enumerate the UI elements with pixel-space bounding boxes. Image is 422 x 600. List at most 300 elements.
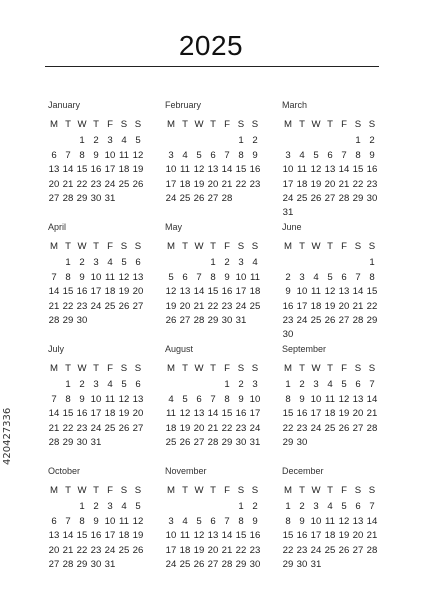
- day-number: 27: [352, 422, 364, 434]
- empty-cell: [165, 500, 177, 514]
- day-number: 19: [193, 178, 205, 190]
- day-number: 1: [369, 257, 375, 269]
- weekday-label: S: [120, 363, 128, 374]
- day-number: 22: [76, 544, 88, 556]
- empty-cell: [282, 134, 294, 148]
- day-number: 23: [249, 178, 261, 190]
- empty-cell: [296, 134, 308, 148]
- day-number: 9: [252, 515, 258, 527]
- day-number: 12: [118, 271, 130, 283]
- day-number: 26: [338, 544, 350, 556]
- day-number: 20: [48, 178, 60, 190]
- empty-cell: [179, 500, 191, 514]
- day-number: 25: [104, 300, 116, 312]
- day-number: 21: [221, 544, 233, 556]
- day-number: 12: [193, 530, 205, 542]
- weekday-label: S: [120, 485, 128, 496]
- day-number: 10: [310, 393, 322, 405]
- empty-cell: [207, 378, 219, 392]
- day-number: 11: [105, 271, 115, 283]
- day-grid: [282, 362, 378, 450]
- day-number: 18: [118, 164, 130, 176]
- day-number: 25: [296, 192, 308, 204]
- day-number: 20: [207, 544, 219, 556]
- day-number: 17: [104, 164, 116, 176]
- weekday-label: T: [210, 241, 216, 252]
- weekday-label: T: [327, 241, 333, 252]
- day-number: 19: [118, 408, 130, 420]
- day-number: 20: [179, 300, 191, 312]
- day-number: 13: [48, 530, 60, 542]
- day-number: 24: [165, 192, 177, 204]
- day-number: 17: [296, 300, 308, 312]
- month-block-june: [282, 220, 378, 342]
- day-number: 17: [310, 530, 322, 542]
- empty-cell: [193, 378, 205, 392]
- weekday-label: F: [224, 241, 230, 252]
- day-number: 4: [313, 271, 319, 283]
- weekday-label: S: [251, 119, 259, 130]
- day-number: 2: [93, 501, 99, 513]
- day-grid: [48, 484, 144, 572]
- day-number: 6: [51, 149, 57, 161]
- day-number: 19: [132, 530, 144, 542]
- day-number: 9: [299, 393, 305, 405]
- day-number: 22: [207, 300, 219, 312]
- day-number: 6: [210, 515, 216, 527]
- day-number: 16: [235, 408, 247, 420]
- weekday-label: W: [194, 485, 204, 496]
- weekday-label: M: [167, 363, 175, 374]
- day-number: 30: [235, 436, 247, 448]
- day-grid: [48, 240, 144, 328]
- day-number: 19: [338, 408, 350, 420]
- weekday-label: T: [65, 363, 71, 374]
- day-number: 9: [238, 393, 244, 405]
- day-number: 23: [90, 178, 102, 190]
- day-number: 29: [352, 192, 364, 204]
- day-number: 1: [224, 379, 230, 391]
- day-number: 17: [165, 544, 177, 556]
- weekday-label: T: [182, 485, 188, 496]
- day-number: 24: [310, 544, 322, 556]
- day-number: 2: [79, 379, 85, 391]
- weekday-label: F: [224, 119, 230, 130]
- weekday-label: T: [327, 485, 333, 496]
- day-number: 14: [221, 164, 233, 176]
- weekday-label: W: [77, 241, 87, 252]
- day-number: 19: [193, 544, 205, 556]
- day-number: 28: [352, 314, 364, 326]
- title-divider: [45, 66, 379, 67]
- weekday-label: W: [311, 485, 321, 496]
- day-number: 25: [310, 314, 322, 326]
- day-number: 28: [366, 422, 378, 434]
- day-number: 30: [76, 314, 88, 326]
- day-number: 12: [338, 393, 350, 405]
- day-number: 1: [65, 379, 71, 391]
- day-number: 16: [90, 530, 102, 542]
- day-number: 3: [299, 271, 305, 283]
- day-number: 3: [285, 149, 291, 161]
- day-number: 8: [355, 149, 361, 161]
- day-number: 18: [296, 178, 308, 190]
- day-number: 5: [121, 257, 127, 269]
- day-number: 8: [79, 515, 85, 527]
- weekday-label: S: [354, 363, 362, 374]
- day-number: 6: [341, 271, 347, 283]
- day-number: 18: [310, 300, 322, 312]
- empty-cell: [310, 134, 322, 148]
- day-number: 22: [221, 422, 233, 434]
- weekday-label: S: [120, 119, 128, 130]
- day-number: 13: [48, 164, 60, 176]
- day-number: 7: [65, 149, 71, 161]
- weekday-label: W: [194, 119, 204, 130]
- day-number: 24: [310, 422, 322, 434]
- day-number: 4: [299, 149, 305, 161]
- day-number: 4: [327, 379, 333, 391]
- day-number: 19: [338, 530, 350, 542]
- day-number: 8: [224, 393, 230, 405]
- day-number: 7: [51, 393, 57, 405]
- month-block-december: [282, 464, 378, 586]
- day-number: 2: [369, 135, 375, 147]
- month-name: July: [48, 344, 65, 354]
- day-number: 4: [252, 257, 258, 269]
- day-number: 14: [366, 515, 378, 527]
- day-number: 19: [132, 164, 144, 176]
- day-number: 11: [250, 271, 260, 283]
- day-number: 24: [104, 178, 116, 190]
- weekday-label: T: [210, 485, 216, 496]
- day-number: 7: [369, 501, 375, 513]
- day-number: 29: [366, 314, 378, 326]
- weekday-label: T: [299, 119, 305, 130]
- weekday-label: W: [311, 363, 321, 374]
- day-number: 15: [235, 164, 247, 176]
- day-number: 24: [235, 300, 247, 312]
- day-number: 28: [221, 192, 233, 204]
- day-number: 23: [282, 314, 294, 326]
- day-number: 3: [168, 149, 174, 161]
- day-number: 19: [165, 300, 177, 312]
- empty-cell: [165, 134, 177, 148]
- day-number: 23: [366, 178, 378, 190]
- day-number: 15: [76, 530, 88, 542]
- day-number: 28: [221, 558, 233, 570]
- empty-cell: [338, 256, 350, 270]
- weekday-label: M: [284, 241, 292, 252]
- empty-cell: [221, 134, 233, 148]
- day-number: 3: [313, 379, 319, 391]
- day-number: 3: [238, 257, 244, 269]
- weekday-label: W: [77, 485, 87, 496]
- day-grid: [282, 118, 378, 221]
- weekday-label: T: [299, 485, 305, 496]
- day-number: 14: [62, 164, 74, 176]
- day-number: 5: [313, 149, 319, 161]
- day-number: 16: [249, 530, 261, 542]
- day-number: 22: [282, 544, 294, 556]
- day-number: 25: [165, 436, 177, 448]
- day-number: 3: [93, 257, 99, 269]
- day-number: 12: [165, 286, 177, 298]
- day-number: 5: [121, 379, 127, 391]
- day-number: 26: [118, 300, 130, 312]
- day-number: 15: [62, 286, 74, 298]
- weekday-label: F: [107, 119, 113, 130]
- day-number: 15: [62, 408, 74, 420]
- day-number: 25: [118, 544, 130, 556]
- empty-cell: [296, 256, 308, 270]
- day-number: 8: [369, 271, 375, 283]
- day-number: 31: [249, 436, 261, 448]
- day-number: 22: [235, 178, 247, 190]
- weekday-label: S: [134, 119, 142, 130]
- day-number: 22: [352, 178, 364, 190]
- day-grid: [48, 118, 144, 206]
- weekday-label: S: [134, 241, 142, 252]
- day-number: 20: [207, 178, 219, 190]
- day-number: 16: [76, 286, 88, 298]
- day-number: 16: [90, 164, 102, 176]
- day-number: 28: [48, 314, 60, 326]
- day-number: 7: [369, 379, 375, 391]
- day-number: 15: [352, 164, 364, 176]
- day-number: 28: [62, 192, 74, 204]
- day-number: 25: [179, 192, 191, 204]
- month-block-february: [165, 98, 261, 220]
- day-number: 26: [132, 178, 144, 190]
- day-number: 1: [210, 257, 216, 269]
- day-number: 20: [352, 408, 364, 420]
- day-number: 30: [90, 192, 102, 204]
- day-number: 4: [121, 135, 127, 147]
- empty-cell: [48, 134, 60, 148]
- day-number: 23: [296, 422, 308, 434]
- day-number: 13: [179, 286, 191, 298]
- month-block-april: [48, 220, 144, 342]
- weekday-label: M: [50, 485, 58, 496]
- weekday-label: T: [93, 241, 99, 252]
- day-grid: [48, 362, 144, 450]
- day-number: 18: [179, 544, 191, 556]
- weekday-label: S: [251, 241, 259, 252]
- day-number: 27: [324, 192, 336, 204]
- empty-cell: [48, 256, 60, 270]
- day-number: 19: [118, 286, 130, 298]
- month-block-march: [282, 98, 378, 220]
- day-number: 17: [249, 408, 261, 420]
- day-number: 13: [324, 164, 336, 176]
- day-number: 28: [62, 558, 74, 570]
- day-number: 15: [282, 408, 294, 420]
- day-number: 12: [179, 408, 191, 420]
- weekday-label: S: [368, 485, 376, 496]
- day-number: 27: [48, 558, 60, 570]
- weekday-label: T: [210, 119, 216, 130]
- day-number: 14: [366, 393, 378, 405]
- day-number: 4: [182, 515, 188, 527]
- day-number: 24: [90, 422, 102, 434]
- empty-cell: [310, 256, 322, 270]
- day-number: 27: [132, 300, 144, 312]
- day-number: 1: [238, 501, 244, 513]
- day-number: 27: [179, 314, 191, 326]
- day-number: 26: [310, 192, 322, 204]
- day-number: 1: [79, 135, 85, 147]
- day-number: 23: [76, 422, 88, 434]
- weekday-label: T: [299, 363, 305, 374]
- day-number: 14: [193, 286, 205, 298]
- day-number: 9: [252, 149, 258, 161]
- day-number: 19: [324, 300, 336, 312]
- day-number: 21: [338, 178, 350, 190]
- day-number: 26: [338, 422, 350, 434]
- day-number: 11: [105, 393, 115, 405]
- day-number: 4: [121, 501, 127, 513]
- day-number: 4: [182, 149, 188, 161]
- weekday-label: S: [120, 241, 128, 252]
- weekday-label: M: [284, 485, 292, 496]
- day-number: 17: [165, 178, 177, 190]
- weekday-label: M: [284, 363, 292, 374]
- day-number: 24: [104, 544, 116, 556]
- weekday-label: T: [327, 363, 333, 374]
- day-number: 6: [51, 515, 57, 527]
- day-number: 10: [104, 515, 116, 527]
- day-number: 21: [48, 422, 60, 434]
- day-number: 21: [366, 408, 378, 420]
- day-number: 2: [299, 501, 305, 513]
- weekday-label: M: [50, 363, 58, 374]
- day-number: 15: [221, 408, 233, 420]
- weekday-label: T: [93, 363, 99, 374]
- day-number: 28: [338, 192, 350, 204]
- day-number: 7: [224, 515, 230, 527]
- day-number: 31: [104, 192, 116, 204]
- weekday-label: T: [65, 241, 71, 252]
- day-number: 23: [296, 544, 308, 556]
- month-name: June: [282, 222, 302, 232]
- weekday-label: M: [167, 241, 175, 252]
- weekday-label: F: [341, 485, 347, 496]
- day-number: 10: [249, 393, 261, 405]
- weekday-label: T: [327, 119, 333, 130]
- day-number: 2: [238, 379, 244, 391]
- day-number: 16: [221, 286, 233, 298]
- weekday-label: S: [354, 485, 362, 496]
- month-name: October: [48, 466, 81, 476]
- day-number: 22: [366, 300, 378, 312]
- day-number: 24: [296, 314, 308, 326]
- weekday-label: T: [182, 363, 188, 374]
- day-number: 18: [104, 286, 116, 298]
- day-number: 31: [104, 558, 116, 570]
- day-number: 14: [352, 286, 364, 298]
- day-number: 3: [252, 379, 258, 391]
- day-number: 11: [180, 164, 190, 176]
- day-number: 16: [249, 164, 261, 176]
- empty-cell: [62, 134, 74, 148]
- empty-cell: [62, 500, 74, 514]
- day-number: 4: [168, 393, 174, 405]
- day-number: 6: [355, 501, 361, 513]
- day-number: 8: [210, 271, 216, 283]
- day-number: 29: [76, 558, 88, 570]
- day-number: 10: [310, 515, 322, 527]
- empty-cell: [324, 134, 336, 148]
- day-number: 11: [297, 164, 307, 176]
- day-number: 27: [193, 436, 205, 448]
- day-grid: [165, 362, 261, 450]
- weekday-label: W: [311, 241, 321, 252]
- day-grid: [282, 484, 378, 572]
- weekday-label: S: [251, 485, 259, 496]
- day-number: 14: [62, 530, 74, 542]
- day-number: 26: [324, 314, 336, 326]
- month-name: March: [282, 100, 308, 110]
- day-number: 23: [249, 544, 261, 556]
- day-number: 13: [338, 286, 350, 298]
- weekday-label: W: [194, 241, 204, 252]
- day-number: 8: [285, 393, 291, 405]
- month-block-september: [282, 342, 378, 464]
- weekday-label: S: [237, 241, 245, 252]
- month-name: February: [165, 100, 202, 110]
- day-number: 12: [118, 393, 130, 405]
- weekday-label: S: [251, 363, 259, 374]
- weekday-label: S: [368, 119, 376, 130]
- day-number: 1: [79, 501, 85, 513]
- weekday-label: S: [368, 363, 376, 374]
- day-number: 10: [165, 164, 177, 176]
- day-number: 11: [180, 530, 190, 542]
- day-number: 11: [119, 515, 129, 527]
- day-number: 18: [324, 530, 336, 542]
- empty-cell: [179, 134, 191, 148]
- day-number: 10: [90, 393, 102, 405]
- weekday-label: S: [237, 119, 245, 130]
- day-number: 28: [366, 544, 378, 556]
- day-number: 18: [249, 286, 261, 298]
- day-number: 27: [338, 314, 350, 326]
- day-number: 12: [132, 149, 144, 161]
- weekday-label: S: [237, 363, 245, 374]
- day-number: 21: [48, 300, 60, 312]
- month-block-august: [165, 342, 261, 464]
- empty-cell: [179, 256, 191, 270]
- day-number: 2: [285, 271, 291, 283]
- day-number: 3: [107, 501, 113, 513]
- day-number: 4: [107, 257, 113, 269]
- day-grid: [165, 484, 261, 572]
- stock-id-label: 420427336: [2, 407, 13, 465]
- day-number: 20: [132, 286, 144, 298]
- day-number: 9: [285, 286, 291, 298]
- month-block-november: [165, 464, 261, 586]
- day-number: 29: [62, 314, 74, 326]
- day-number: 8: [65, 393, 71, 405]
- day-number: 13: [207, 164, 219, 176]
- day-number: 23: [90, 544, 102, 556]
- empty-cell: [221, 500, 233, 514]
- day-number: 31: [282, 207, 294, 219]
- day-number: 5: [168, 271, 174, 283]
- day-number: 7: [65, 515, 71, 527]
- weekday-label: M: [50, 241, 58, 252]
